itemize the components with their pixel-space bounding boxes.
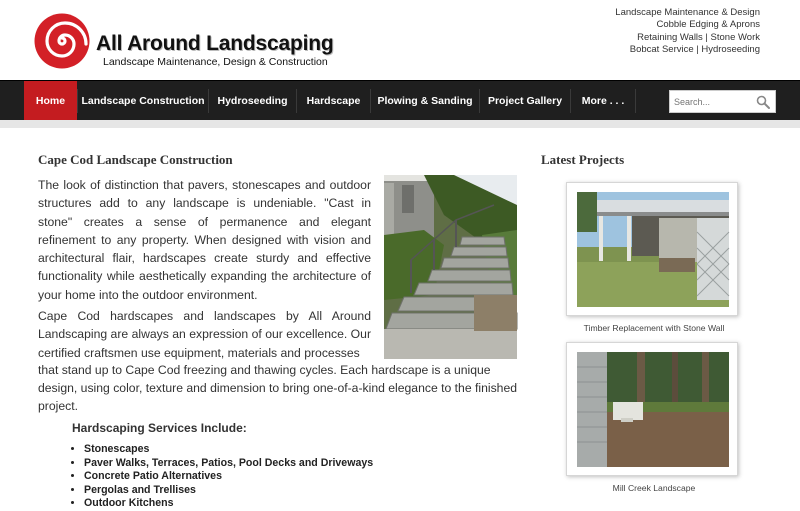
project-photo-frame[interactable] xyxy=(566,182,738,316)
nav-item-project-gallery[interactable]: Project Gallery xyxy=(487,95,563,107)
site-tagline: Landscape Maintenance, Design & Construction xyxy=(103,56,328,68)
stone-steps-photo xyxy=(384,175,517,359)
nav-underline xyxy=(0,120,800,128)
project-caption[interactable]: Timber Replacement with Stone Wall xyxy=(583,323,725,333)
creek-landscape-photo xyxy=(577,352,729,467)
swirl-logo-icon[interactable] xyxy=(34,13,90,69)
page-title: Cape Cod Landscape Construction xyxy=(38,152,233,167)
services-list xyxy=(84,443,373,511)
search-box xyxy=(669,90,776,113)
header-service-line: Landscape Maintenance & Design xyxy=(615,7,760,18)
nav-item-home[interactable]: Home xyxy=(24,81,77,121)
site-header xyxy=(0,0,800,80)
list-item: • Stonescapes xyxy=(84,443,373,457)
list-item: • Paver Walks, Terraces, Patios, Pool Decks and Driveways xyxy=(84,457,373,471)
main-nav xyxy=(0,80,800,120)
header-services xyxy=(615,7,760,57)
search-icon[interactable] xyxy=(756,95,770,109)
header-service-line: Cobble Edging & Aprons xyxy=(656,19,760,31)
body-paragraph-end: design, using color, texture and dimension to bring one-of-a-kind elegance to the finished project. xyxy=(38,381,518,414)
nav-item-plowing-sanding[interactable]: Plowing & Sanding xyxy=(377,95,473,107)
body-paragraph-continued: that stand up to Cape Cod freezing and thawing cycles. Each hardscape is a unique xyxy=(38,363,491,377)
services-heading: Hardscaping Services Include: xyxy=(72,421,247,435)
list-item: • Outdoor Kitchens xyxy=(84,497,373,511)
intro-paragraph: The look of distinction that pavers, stonescapes and outdoor structures add to any landscape is undeniable. "Cast in stone" creates a sense of permanence and elegant refinement to any property. When designed with vision and architectural flair, hardscapes create sturdy and effective functionality while aesthetically expanding the architecture of your home into the outdoor environment. xyxy=(38,178,371,302)
sidebar-title: Latest Projects xyxy=(541,152,625,167)
list-item: • Concrete Patio Alternatives xyxy=(84,470,373,484)
site-title[interactable]: All Around Landscaping xyxy=(96,32,334,55)
search-input[interactable] xyxy=(670,91,750,112)
body-paragraph: Cape Cod hardscapes and landscapes by All Around Landscaping are always an expression of our excellence. Our certified craftsmen use equipment, materials and processes xyxy=(38,309,371,360)
deck-stone-wall-photo xyxy=(577,192,729,307)
project-card[interactable] xyxy=(566,342,742,498)
project-card[interactable] xyxy=(566,182,742,338)
nav-item-landscape-construction[interactable]: Landscape Construction xyxy=(81,95,205,107)
header-service-line: Bobcat Service | Hydroseeding xyxy=(629,44,760,56)
project-caption[interactable]: Mill Creek Landscape xyxy=(612,483,696,493)
project-photo-frame[interactable] xyxy=(566,342,738,476)
nav-item-hydroseeding[interactable]: Hydroseeding xyxy=(217,95,288,107)
header-service-line: Retaining Walls | Stone Work xyxy=(637,31,760,43)
nav-item-hardscape[interactable]: Hardscape xyxy=(306,95,361,107)
nav-divider xyxy=(635,89,636,113)
list-item: • Pergolas and Trellises xyxy=(84,484,373,498)
nav-item-more[interactable]: More . . . xyxy=(581,95,625,107)
